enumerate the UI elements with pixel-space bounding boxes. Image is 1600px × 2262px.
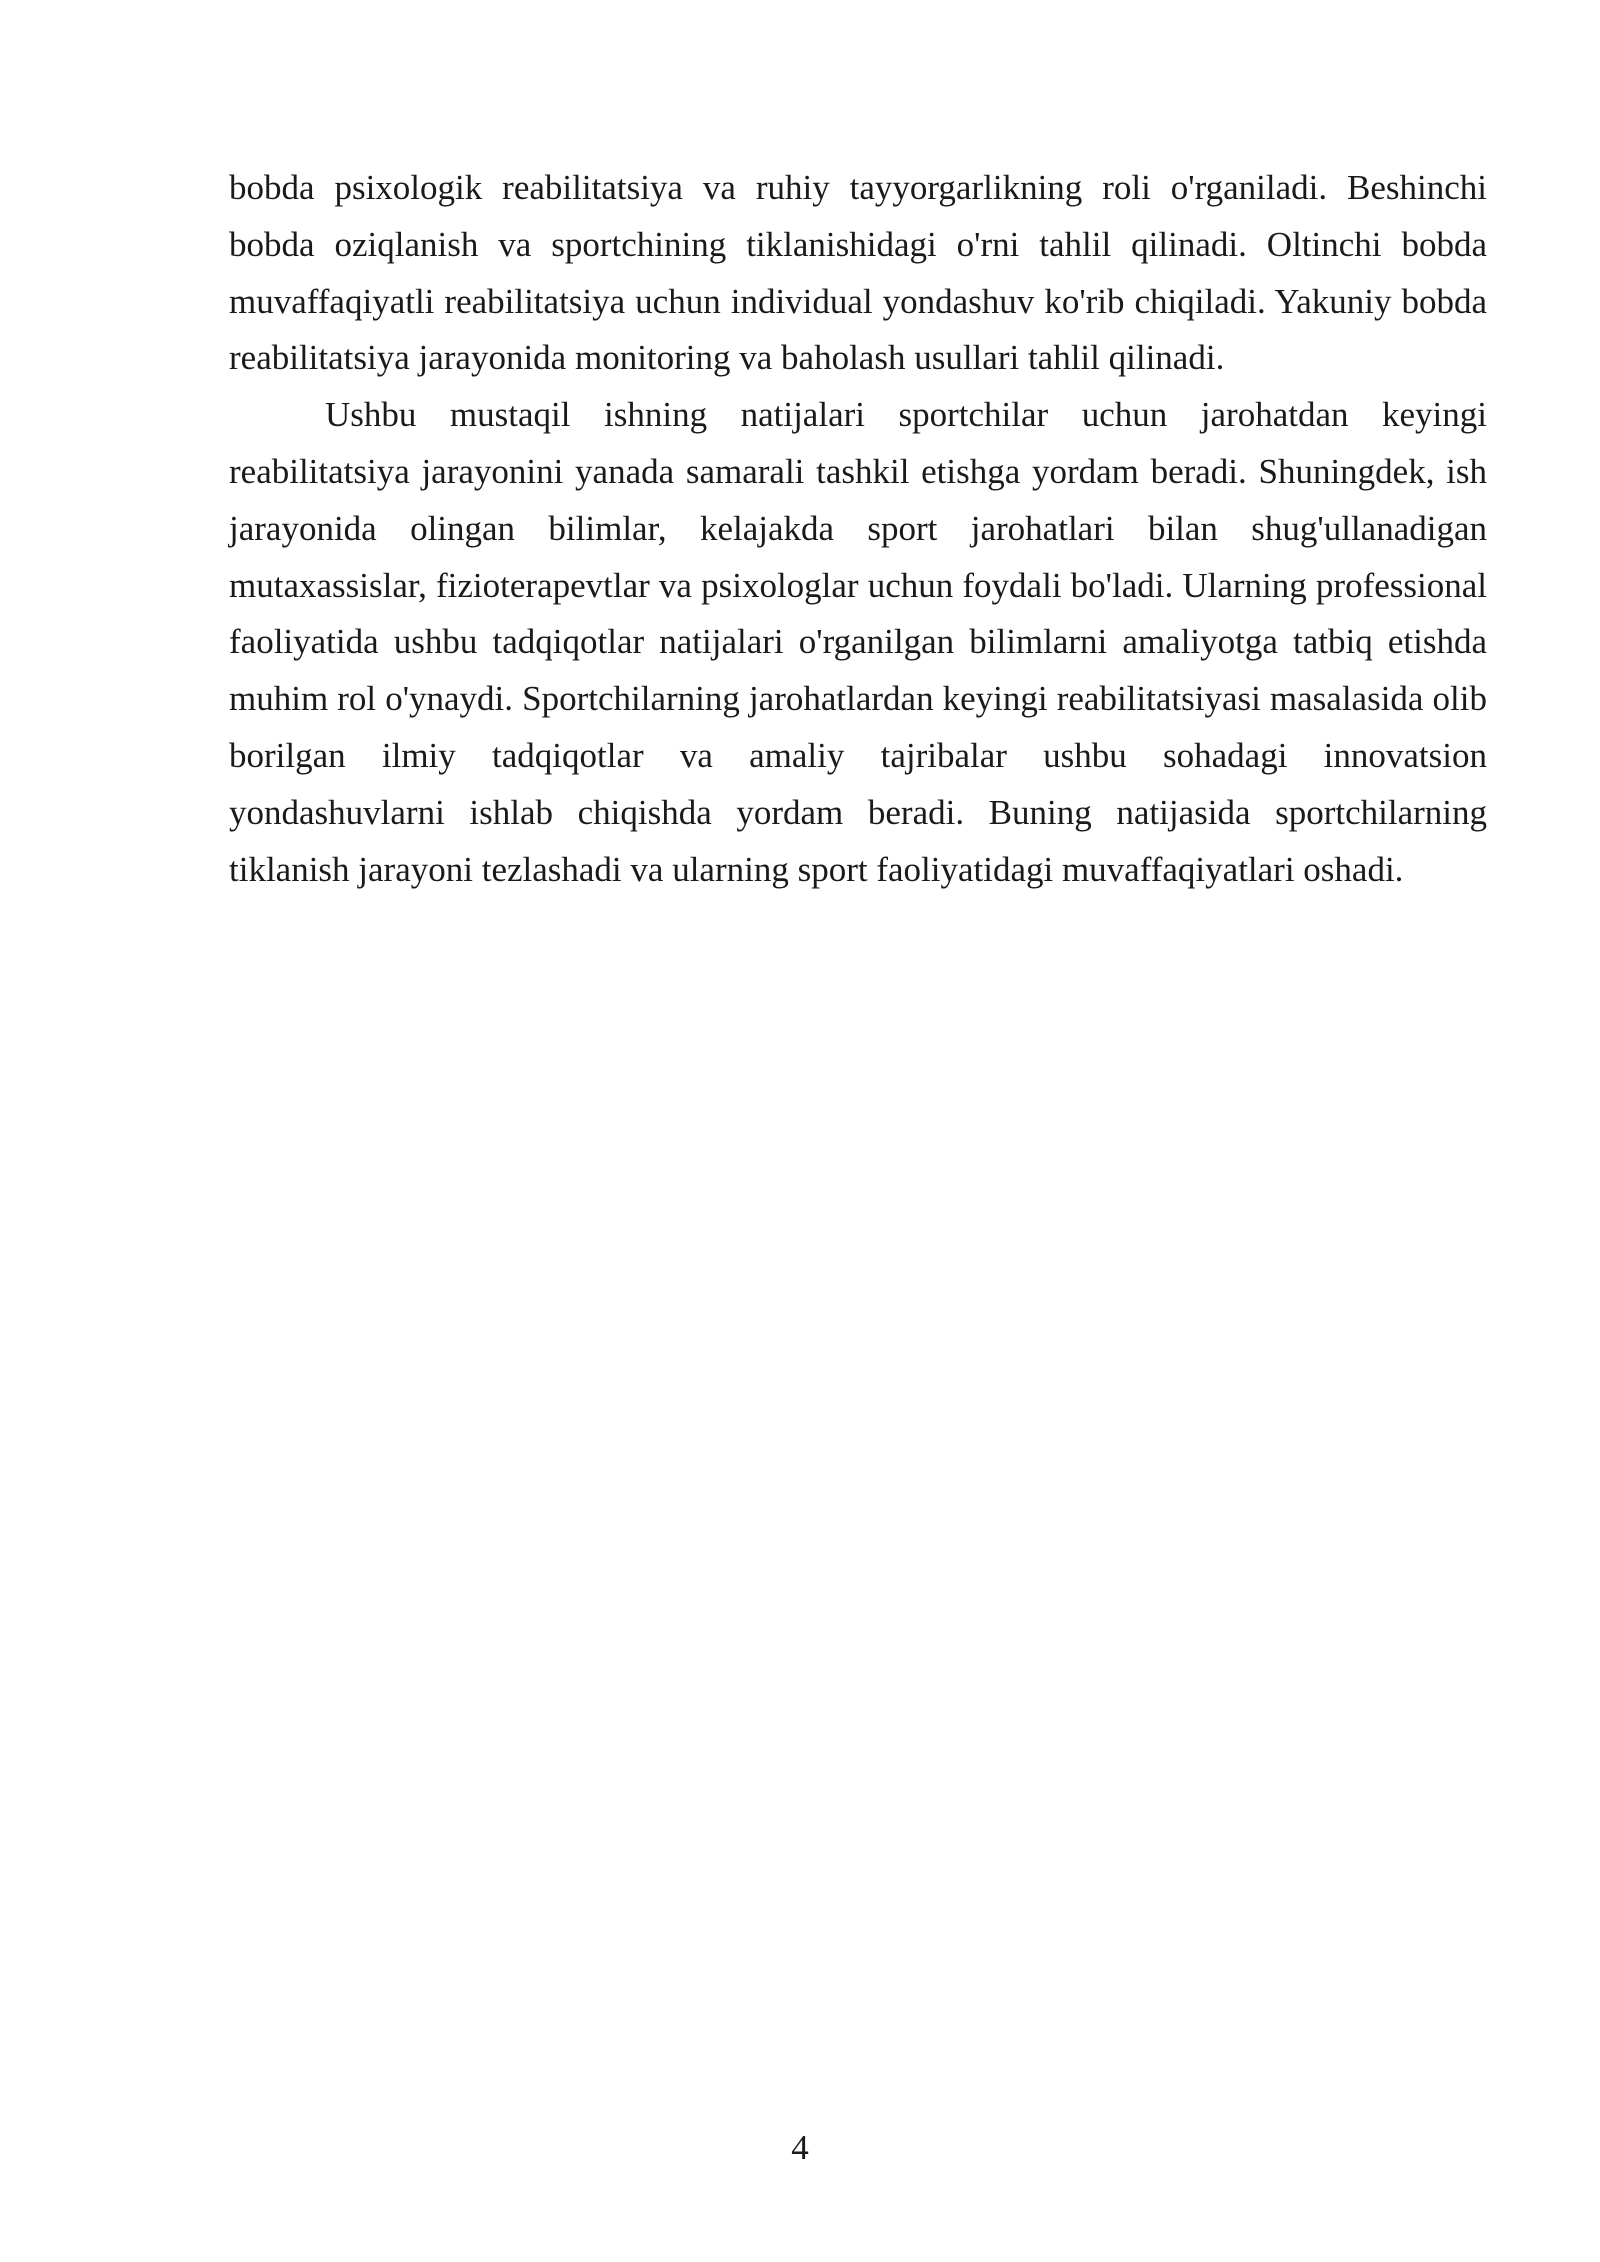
paragraph-conclusion: Ushbu mustaqil ishning natijalari sportchilar uchun jarohatdan keyingi reabilitatsiya jarayonini yanada samarali tashkil etishga yordam beradi. Shuningdek, ish jarayonida olingan bilimlar, kelajakda sport jarohatlari bilan shug'ullanadigan mutaxassislar, fizioterapevtlar va psixologlar uchun foydali bo'ladi. Ularning professional faoliyatida ushbu tadqiqotlar natijalari o'rganilgan bilimlarni amaliyotga tatbiq etishda muhim rol o'ynaydi. Sportchilarning jarohatlardan keyingi reabilitatsiyasi masalasida olib borilgan ilmiy tadqiqotlar va amaliy tajribalar ushbu sohadagi innovatsion yondashuvlarni ishlab chiqishda yordam beradi. Buning natijasida sportchilarning tiklanish jarayoni tezlashadi va ularning sport faoliyatidagi muvaffaqiyatlari oshadi.: [229, 395, 1487, 889]
paragraph-continuation: bobda psixologik reabilitatsiya va ruhiy tayyorgarlikning roli o'rganiladi. Beshinchi bobda oziqlanish va sportchining tiklanishidagi o'rni tahlil qilinadi. Oltinchi bobda muvaffaqiyatli reabilitatsiya uchun individual yondashuv ko'rib chiqiladi. Yakuniy bobda reabilitatsiya jarayonida monitoring va baholash usullari tahlil qilinadi.: [229, 168, 1487, 378]
body-text: [229, 160, 1487, 898]
page-number: 4: [791, 2128, 809, 2167]
